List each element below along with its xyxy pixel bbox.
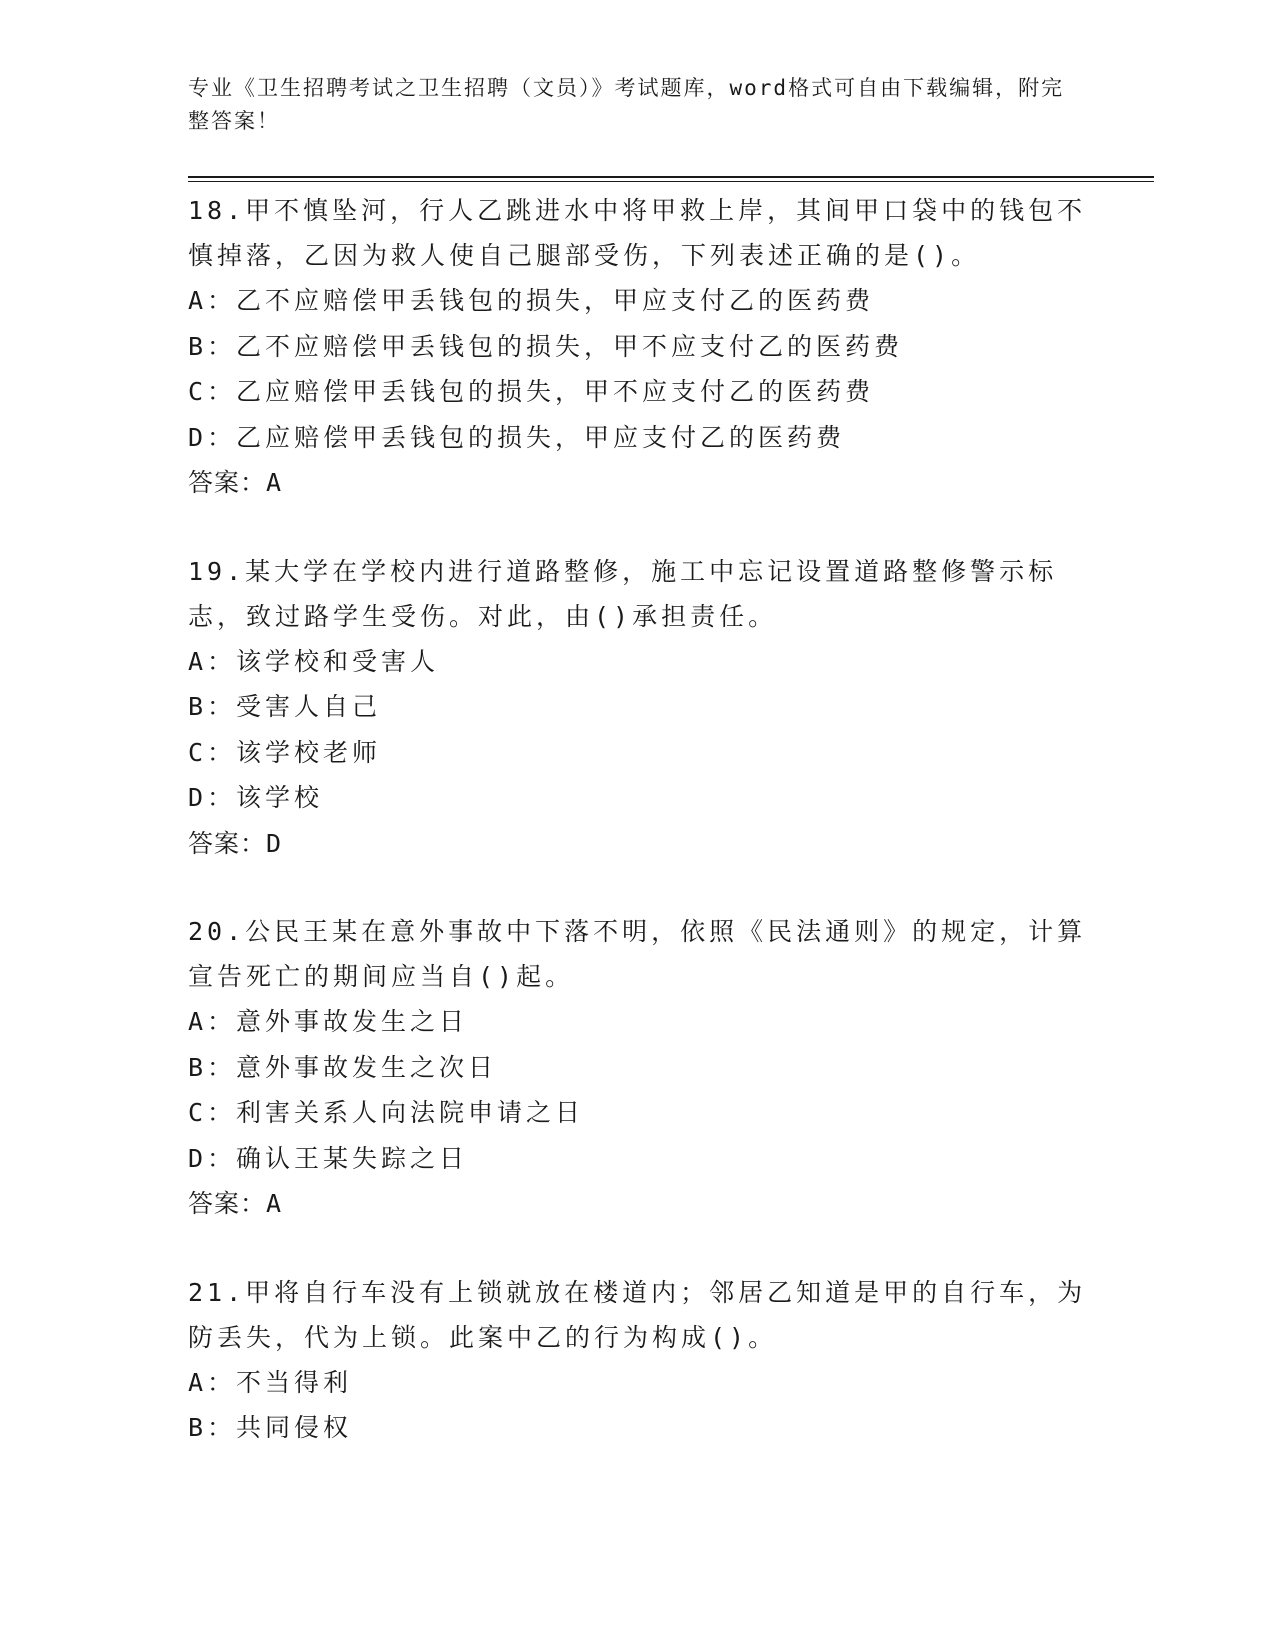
option-a: A：乙不应赔偿甲丢钱包的损失，甲应支付乙的医药费: [188, 286, 875, 315]
option-d: D：确认王某失踪之日: [188, 1143, 469, 1173]
option-d: D：该学校: [188, 783, 324, 812]
option-b: B：受害人自己: [188, 692, 382, 721]
question-18: [188, 188, 1088, 506]
option-d: D：乙应赔偿甲丢钱包的损失，甲应支付乙的医药费: [188, 422, 846, 452]
option-a: A：意外事故发生之日: [188, 1007, 469, 1036]
question-21: [188, 1270, 1088, 1451]
document-header: 专业《卫生招聘考试之卫生招聘（文员）》考试题库，word格式可自由下载编辑，附完整答案！: [188, 76, 1065, 133]
option-c: C：乙应赔偿甲丢钱包的损失，甲不应支付乙的医药费: [188, 377, 875, 406]
question-list: [188, 188, 1088, 1494]
answer-line: 答案：A: [188, 468, 283, 497]
answer-line: 答案：A: [188, 1189, 283, 1218]
option-b: B：意外事故发生之次日: [188, 1052, 498, 1082]
option-a: A：该学校和受害人: [188, 646, 440, 676]
option-a: A：不当得利: [188, 1367, 353, 1397]
option-b: B：共同侵权: [188, 1413, 353, 1442]
question-text: 18.甲不慎坠河，行人乙跳进水中将甲救上岸，其间甲口袋中的钱包不慎掉落，乙因为救人使自己腿部受伤，下列表述正确的是()。: [188, 196, 1087, 270]
question-19: [188, 549, 1088, 867]
question-20: [188, 909, 1088, 1227]
question-text: 20.公民王某在意外事故中下落不明，依照《民法通则》的规定，计算宣告死亡的期间应当自()起。: [188, 917, 1087, 991]
question-text: 19.某大学在学校内进行道路整修，施工中忘记设置道路整修警示标志，致过路学生受伤。对此，由()承担责任。: [188, 556, 1058, 631]
option-c: C：利害关系人向法院申请之日: [188, 1098, 585, 1127]
question-text: 21.甲将自行车没有上锁就放在楼道内；邻居乙知道是甲的自行车，为防丢失，代为上锁。此案中乙的行为构成()。: [188, 1277, 1087, 1352]
header-divider: [188, 176, 1154, 182]
option-b: B：乙不应赔偿甲丢钱包的损失，甲不应支付乙的医药费: [188, 331, 904, 361]
option-c: C：该学校老师: [188, 737, 382, 767]
answer-line: 答案：D: [188, 828, 283, 858]
